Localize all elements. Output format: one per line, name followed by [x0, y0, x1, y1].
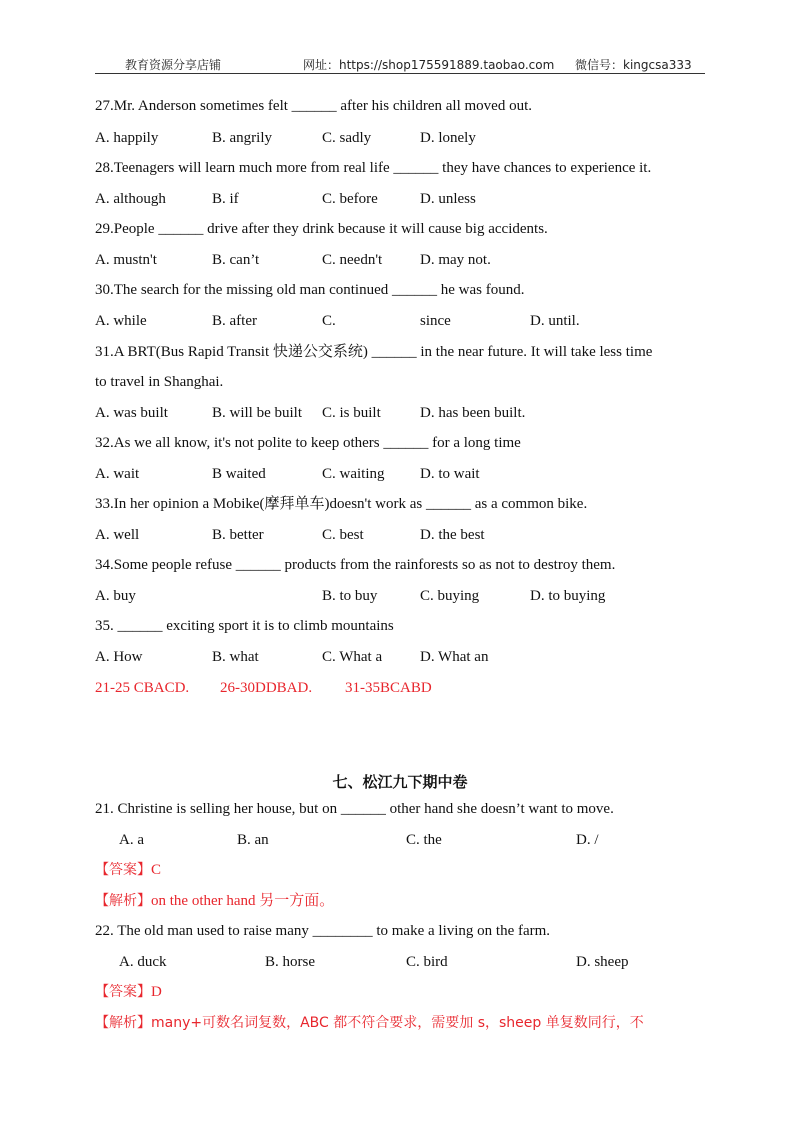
q30-option-c-letter: C. — [322, 313, 336, 329]
q21-option-c: C. the — [406, 832, 442, 848]
q35-option-c: C. What a — [322, 649, 383, 665]
q33-option-a: A. well — [95, 527, 140, 543]
q22-option-c: C. bird — [406, 954, 448, 970]
q22-analysis — [95, 1014, 644, 1033]
q33-option-c: C. best — [322, 527, 364, 543]
q28-option-d: D. unless — [420, 191, 476, 207]
question-34-stem: 34.Some people refuse ______ products from the rainforests so as not to destroy them. — [95, 557, 616, 573]
q21-answer — [95, 861, 161, 879]
q35-option-d: D. What an — [420, 649, 489, 665]
q28-option-b: B. if — [212, 191, 239, 207]
section-title: 七、松江九下期中卷 — [332, 773, 468, 791]
question-30-stem: 30.The search for the missing old man continued ______ he was found. — [95, 282, 525, 298]
header-website: 网址：https://shop175591889.taobao.com — [303, 58, 555, 72]
header-divider — [95, 73, 705, 74]
q31-option-d: D. has been built. — [420, 405, 526, 421]
q27-option-b: B. angrily — [212, 130, 272, 146]
q21-option-d: D. / — [576, 832, 599, 848]
q35-option-a: A. How — [95, 649, 143, 665]
q31-option-a: A. was built — [95, 405, 168, 421]
page-header — [95, 56, 705, 74]
q33-option-b: B. better — [212, 527, 264, 543]
header-shop-name: 教育资源分享店铺 — [125, 58, 222, 72]
q27-option-d: D. lonely — [420, 130, 476, 146]
q30-option-b: B. after — [212, 313, 257, 329]
q32-option-d: D. to wait — [420, 466, 480, 482]
question-28-stem: 28.Teenagers will learn much more from real life ______ they have chances to experience it. — [95, 160, 652, 176]
q29-option-c: C. needn't — [322, 252, 383, 268]
question-22-stem: 22. The old man used to raise many ________ to make a living on the farm. — [95, 923, 551, 939]
q32-option-c: C. waiting — [322, 466, 385, 482]
q30-option-c-text: since — [420, 313, 451, 329]
q22-answer — [95, 983, 162, 1001]
question-29-stem: 29.People ______ drive after they drink because it will cause big accidents. — [95, 221, 548, 237]
question-35-stem: 35. ______ exciting sport it is to climb mountains — [95, 618, 394, 634]
analysis-tag: 【解析】 — [95, 1015, 151, 1031]
answer-key-26-30: 26-30DDBAD. — [220, 680, 313, 696]
q32-option-b: B waited — [212, 466, 266, 482]
q29-option-d: D. may not. — [420, 252, 491, 268]
analysis-text: many+可数名词复数，ABC 都不符合要求，需要加 s，sheep 单复数同行，不 — [151, 1015, 644, 1031]
analysis-text: on the other hand 另一方面。 — [151, 893, 335, 909]
q32-option-a: A. wait — [95, 466, 140, 482]
q34-option-b: B. to buy — [322, 588, 378, 604]
question-32-stem: 32.As we all know, it's not polite to keep others ______ for a long time — [95, 435, 521, 451]
q34-option-a: A. buy — [95, 588, 136, 604]
question-31-stem-cont: to travel in Shanghai. — [95, 374, 224, 390]
answer-tag: 【答案】 — [95, 984, 151, 1000]
answer-value: D — [151, 984, 162, 1000]
analysis-tag: 【解析】 — [95, 893, 151, 909]
q29-option-a: A. mustn't — [95, 252, 157, 268]
q35-option-b: B. what — [212, 649, 259, 665]
q28-option-c: C. before — [322, 191, 378, 207]
q27-option-c: C. sadly — [322, 130, 372, 146]
q31-option-b: B. will be built — [212, 405, 302, 421]
answer-key-21-25: 21-25 CBACD. — [95, 680, 190, 696]
question-21-stem: 21. Christine is selling her house, but on ______ other hand she doesn’t want to move. — [95, 801, 614, 817]
q27-option-a: A. happily — [95, 130, 159, 146]
answer-key-31-35: 31-35BCABD — [345, 680, 432, 696]
q22-option-a: A. duck — [119, 954, 167, 970]
answer-tag: 【答案】 — [95, 862, 151, 878]
q28-option-a: A. although — [95, 191, 166, 207]
question-31-stem: 31.A BRT(Bus Rapid Transit 快递公交系统) ______ in the near future. It will take less time — [95, 344, 653, 360]
q21-option-a: A. a — [119, 832, 144, 848]
q30-option-d: D. until. — [530, 313, 580, 329]
q22-option-b: B. horse — [265, 954, 315, 970]
q31-option-c: C. is built — [322, 405, 381, 421]
answer-value: C — [151, 862, 162, 878]
q21-option-b: B. an — [237, 832, 269, 848]
q21-analysis — [95, 892, 334, 910]
question-27-stem: 27.Mr. Anderson sometimes felt ______ after his children all moved out. — [95, 98, 533, 114]
q29-option-b: B. can’t — [212, 252, 260, 268]
q34-option-c: C. buying — [420, 588, 480, 604]
q30-option-a: A. while — [95, 313, 147, 329]
question-33-stem: 33.In her opinion a Mobike(摩拜单车)doesn't work as ______ as a common bike. — [95, 496, 588, 512]
q33-option-d: D. the best — [420, 527, 485, 543]
q22-option-d: D. sheep — [576, 954, 629, 970]
q34-option-d: D. to buying — [530, 588, 606, 604]
header-wechat: 微信号：kingcsa333 — [575, 58, 692, 72]
